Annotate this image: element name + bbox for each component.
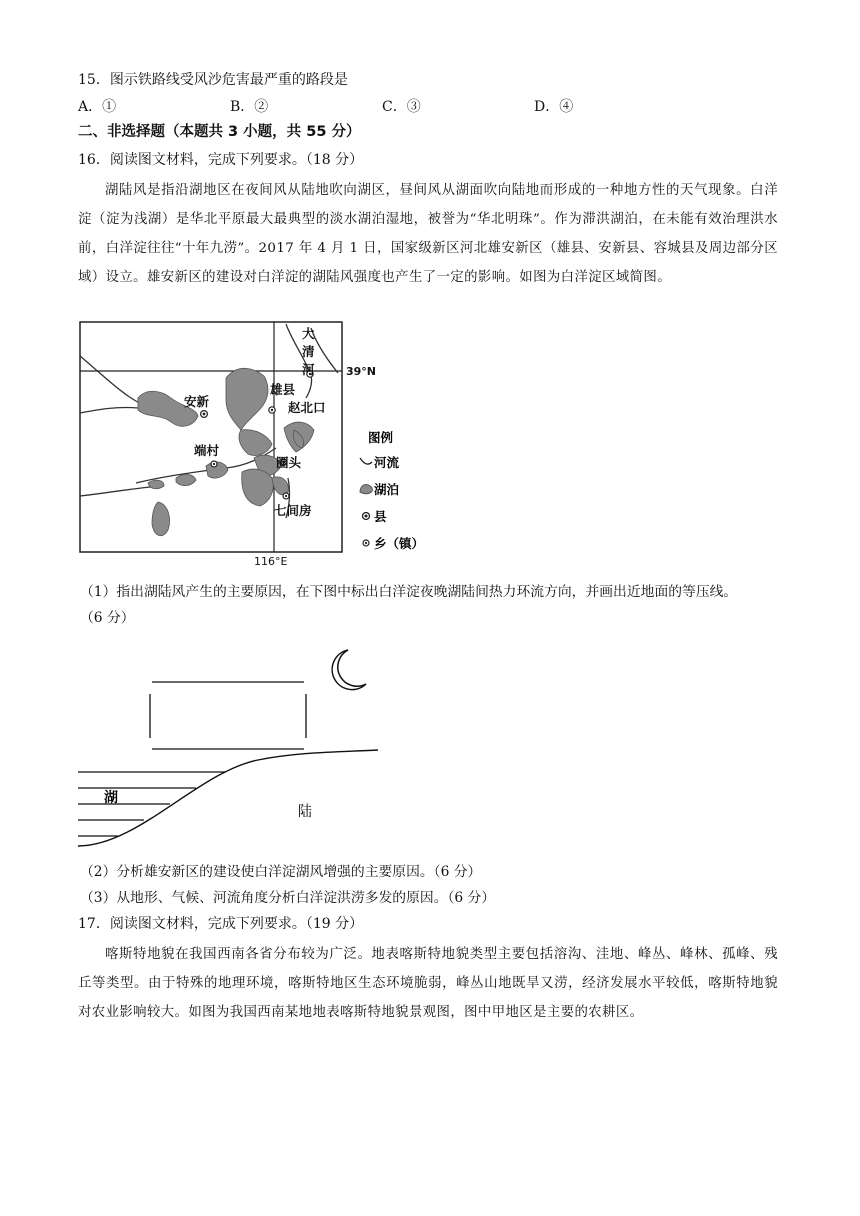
lake-land-diagram <box>78 642 378 852</box>
q15-option-d: D．④ <box>534 99 574 115</box>
lake-label: 湖 <box>104 790 118 806</box>
label-lon: 116°E <box>254 555 288 568</box>
label-anxin: 安新 <box>184 394 210 409</box>
river-legend-icon <box>360 458 372 464</box>
q16-stem: 16．阅读图文材料，完成下列要求。（18 分） <box>78 152 364 168</box>
label-xiongxian: 雄县 <box>270 382 296 397</box>
map-legend <box>360 430 424 551</box>
land-label: 陆 <box>298 804 312 820</box>
label-lat: 39°N <box>346 365 377 378</box>
moon-icon <box>332 650 366 690</box>
label-zhaobeikou: 赵北口 <box>288 400 326 415</box>
q15-option-b: B．② <box>230 99 269 115</box>
q15-stem: 15．图示铁路线受风沙危害最严重的路段是 <box>78 72 348 88</box>
q15-option-c: C．③ <box>382 99 421 115</box>
q16-material: 湖陆风是指沿湖地区在夜间风从陆地吹向湖区，昼间风从湖面吹向陆地而形成的一种地方性的天气现象。白洋淀（淀为浅湖）是华北平原最大最典型的淡水湖泊湿地，被誉为“华北明珠”。作为滞洪湖泊，在未能有效治理洪水前，白洋淀往往“十年九涝”。2017 年 4 月 1 日，国家级新区河北雄安新区（雄县、安新县、容城县及周边部分区域）设立。雄安新区的建设对白洋淀的湖陆风强度也产生了一定的影响。如图为白洋淀区域简图。 <box>78 183 778 285</box>
label-daqinghe-2: 清 <box>302 344 315 359</box>
q16-sub1-text: （1）指出湖陆风产生的主要原因，在下图中标出白洋淀夜晚湖陆间热力环流方向，并画出近地面的等压线。 <box>80 584 738 600</box>
q17-material: 喀斯特地貌在我国西南各省分布较为广泛。地表喀斯特地貌类型主要包括溶沟、洼地、峰丛、峰林、孤峰、残丘等类型。由于特殊的地理环境，喀斯特地区生态环境脆弱，峰丛山地既旱又涝，经济发展水平较低，喀斯特地貌对农业影响较大。如图为我国西南某地地表喀斯特地貌景观图，图中甲地区是主要的农耕区。 <box>78 947 778 1020</box>
rivers <box>80 324 338 518</box>
q17-stem: 17．阅读图文材料，完成下列要求。（19 分） <box>78 916 364 932</box>
q16-sub1-score: （6 分） <box>80 610 135 626</box>
legend-river: 河流 <box>374 455 400 470</box>
label-daqinghe-3: 河 <box>302 362 315 377</box>
label-daqinghe-1: 大 <box>302 326 315 341</box>
legend-town: 乡（镇） <box>374 536 425 551</box>
label-quantou: 圈头 <box>276 455 302 470</box>
baiyangdian-map <box>76 318 436 572</box>
label-duancun: 端村 <box>194 443 220 458</box>
label-qijianfang: 七间房 <box>274 503 312 518</box>
q16-sub3: （3）从地形、气候、河流角度分析白洋淀洪涝多发的原因。（6 分） <box>80 890 496 906</box>
lake-water-lines <box>78 772 226 836</box>
legend-county: 县 <box>374 509 387 524</box>
legend-lake: 湖泊 <box>374 482 400 497</box>
q15-option-a: A．① <box>78 99 117 115</box>
section-title: 二、非选择题（本题共 3 小题，共 55 分） <box>78 124 361 140</box>
legend-title: 图例 <box>368 430 394 445</box>
shoreline <box>78 750 378 846</box>
q16-sub2: （2）分析雄安新区的建设使白洋淀湖风增强的主要原因。（6 分） <box>80 864 482 880</box>
lake-legend-icon <box>360 485 372 494</box>
